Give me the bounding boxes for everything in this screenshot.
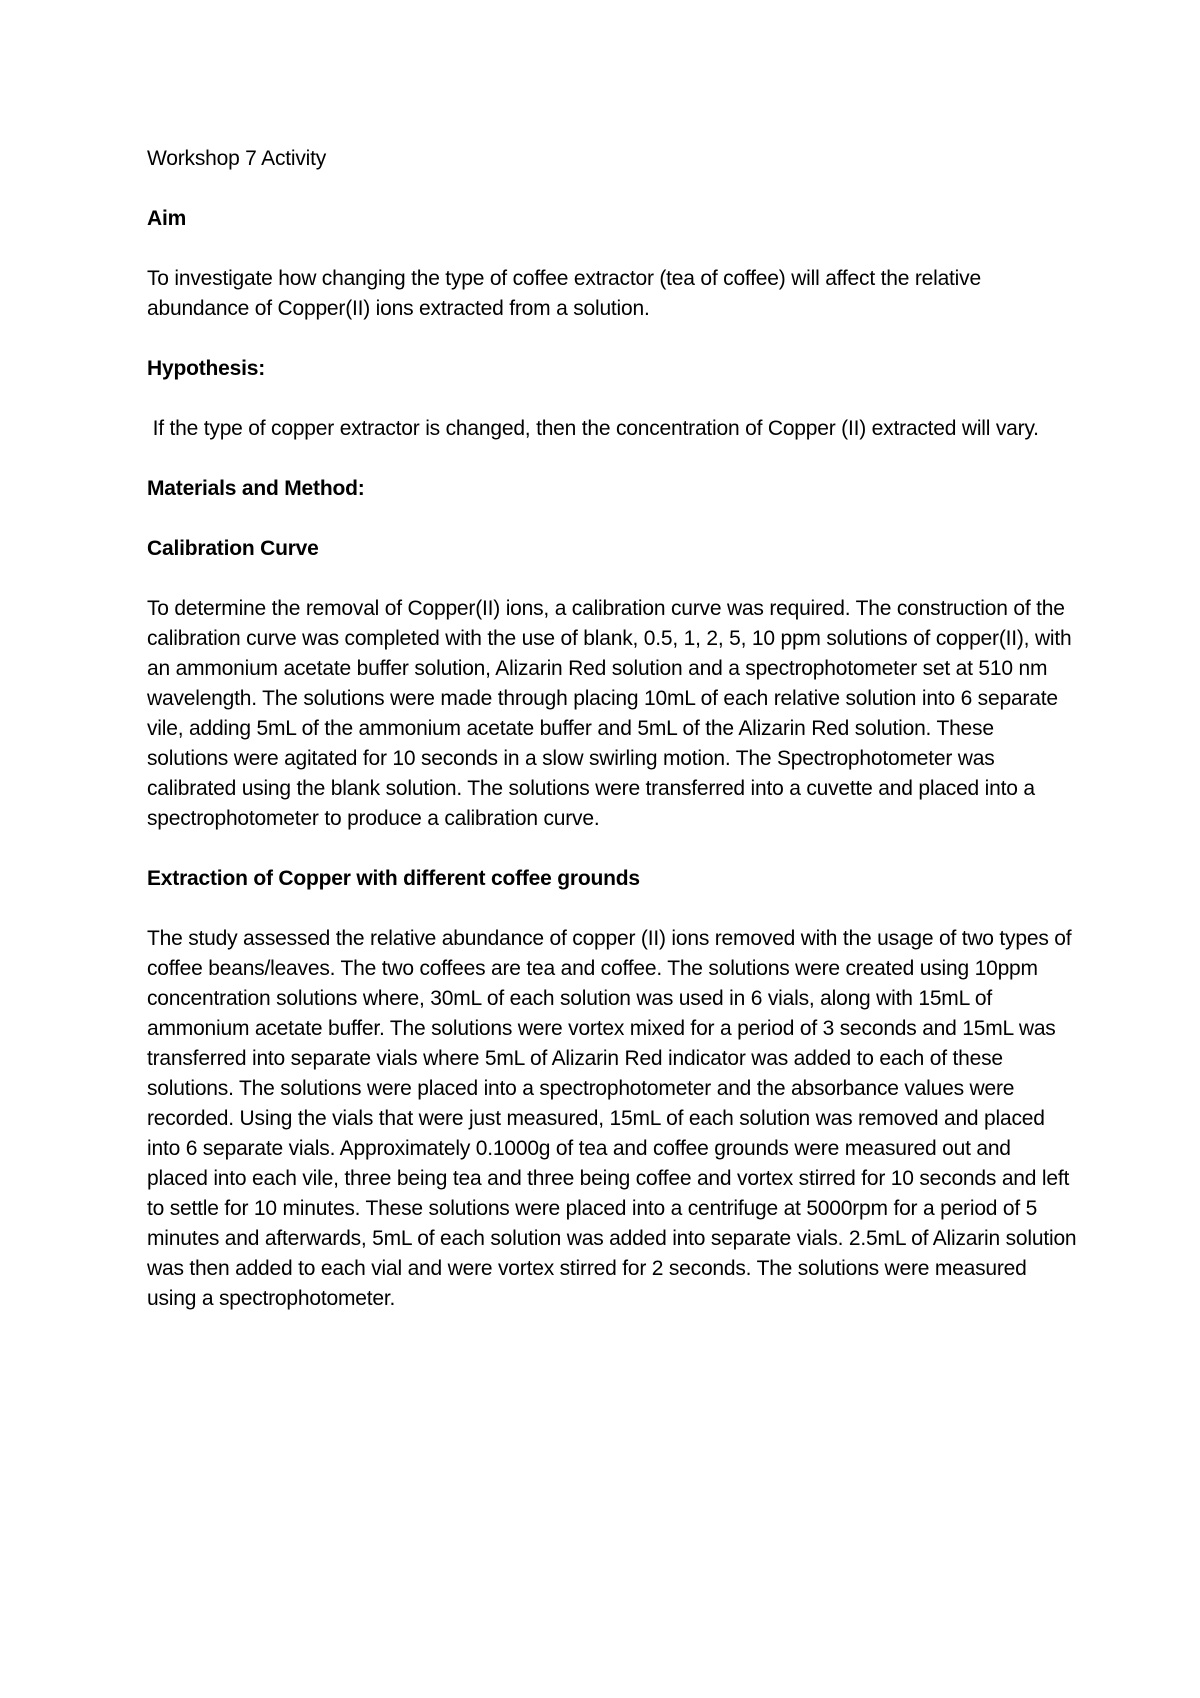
calibration-heading: Calibration Curve — [147, 537, 319, 560]
document-title: Workshop 7 Activity — [147, 147, 327, 170]
calibration-paragraph: To determine the removal of Copper(II) ions, a calibration curve was required. The construction of the calibration curve was completed with the use of blank, 0.5, 1, 2, 5, 10 ppm solutions of copper(II), with an ammonium acetate buffer solution, Alizarin Red solution and a spectrophotometer set at 510 nm wavelength. The solutions were made through placing 10mL of each relative solution into 6 separate vile, adding 5mL of the ammonium acetate buffer and 5mL of the Alizarin Red solution. These solutions were agitated for 10 seconds in a slow swirling motion. The Spectrophotometer was calibrated using the blank solution. The solutions were transferred into a cuvette and placed into a spectrophotometer to produce a calibration curve. — [147, 597, 1072, 830]
hypothesis-paragraph: If the type of copper extractor is changed, then the concentration of Copper (II) extracted will vary. — [147, 417, 1039, 440]
document-body — [147, 144, 1077, 1344]
extraction-paragraph: The study assessed the relative abundance of copper (II) ions removed with the usage of two types of coffee beans/leaves. The two coffees are tea and coffee. The solutions were created using 10ppm concentration solutions where, 30mL of each solution was used in 6 vials, along with 15mL of ammonium acetate buffer. The solutions were vortex mixed for a period of 3 seconds and 15mL was transferred into separate vials where 5mL of Alizarin Red indicator was added to each of these solutions. The solutions were placed into a spectrophotometer and the absorbance values were recorded. Using the vials that were just measured, 15mL of each solution was removed and placed into 6 separate vials. Approximately 0.1000g of tea and coffee grounds were measured out and placed into each vile, three being tea and three being coffee and vortex stirred for 10 seconds and left to settle for 10 minutes. These solutions were placed into a centrifuge at 5000rpm for a period of 5 minutes and afterwards, 5mL of each solution was added into separate vials. 2.5mL of Alizarin solution was then added to each vial and were vortex stirred for 2 seconds. The solutions were measured using a spectrophotometer. — [147, 927, 1077, 1310]
aim-paragraph: To investigate how changing the type of coffee extractor (tea of coffee) will affect the relative abundance of Copper(II) ions extracted from a solution. — [147, 267, 981, 320]
extraction-heading: Extraction of Copper with different coffee grounds — [147, 867, 640, 890]
materials-heading: Materials and Method: — [147, 477, 365, 500]
hypothesis-heading: Hypothesis: — [147, 357, 265, 380]
aim-heading: Aim — [147, 207, 187, 230]
